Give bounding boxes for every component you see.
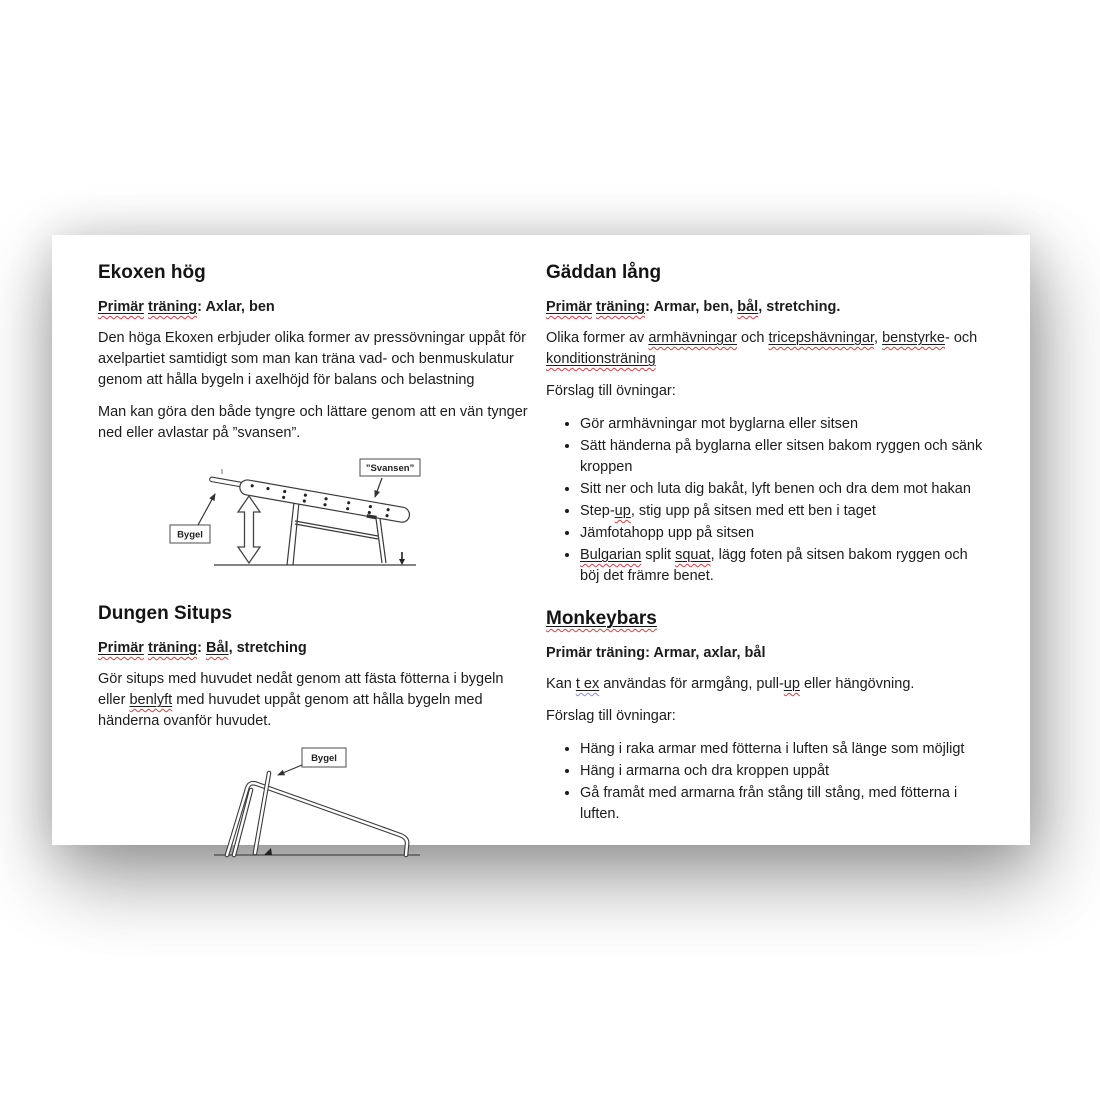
list-item: • Gör armhävningar mot byglarna eller sitsen [580,413,988,435]
exercise-list-intro: Förslag till övningar: [546,383,676,399]
exercise-list-intro: Förslag till övningar: [546,708,676,724]
paragraph: Den höga Ekoxen erbjuder olika former av pressövningar uppåt för axelpartiet samtidigt som man kan träna vad- och benmuskulatur genom att hålla bygeln i axelhöjd för balans och belastning [98,330,526,388]
primary-training-ekoxen: Primär träning: Axlar, ben [98,299,275,315]
bygel-label: Bygel [177,529,203,541]
exercise-list-gaddan [546,413,988,587]
list-item: • Step-up, stig upp på sitsen med ett ben i taget [580,500,988,522]
situp-frame [227,783,407,855]
paragraph: Man kan göra den både tyngre och lättare genom att en vän tynger ned eller avlastar på ”svansen”. [98,404,528,441]
list-item: • Häng i raka armar med fötterna i luften så länge som möjligt [580,738,988,760]
bench-beam [208,473,411,524]
bygel-label-box [170,494,215,543]
ground-anchor [399,552,405,565]
list-item: • Sitt ner och luta dig bakåt, lyft benen och dra dem mot hakan [580,478,988,500]
document-page [52,235,1030,845]
list-item: • Gå framåt med armarna från stång till stång, med fötterna i luften. [580,782,988,825]
list-item: • Bulgarian split squat, lägg foten på sitsen bakom ryggen och böj det främre benet. [580,544,988,587]
list-item: • Sätt händerna på byglarna eller sitsen bakom ryggen och sänk kroppen [580,435,988,478]
list-item: • Häng i armarna och dra kroppen uppåt [580,760,988,782]
primary-training-dungen: Primär träning: Bål, stretching [98,640,307,656]
ekoxen-diagram [154,455,532,582]
bygel-label: Bygel [311,753,337,764]
section-title-dungen: Dungen Situps [98,603,233,624]
svansen-label: ”Svansen” [365,463,415,474]
section-gaddan [546,262,988,587]
section-title-monkeybars: Monkeybars [546,608,657,629]
dungen-diagram [202,743,532,866]
primary-training-gaddan: Primär träning: Armar, ben, bål, stretching. [546,299,841,315]
paragraph: Olika former av armhävningar och tricepshävningar, benstyrke- och konditionsträning [546,330,978,367]
ground-mark [264,848,272,855]
bygel-label-box [278,748,346,775]
paragraph: Gör situps med huvudet nedåt genom att fästa fötterna i bygeln eller benlyft med huvudet uppåt genom att hålla bygeln med händerna ovanför huvudet. [98,671,504,729]
page-content [52,235,1030,876]
diagonal-brace [295,521,378,539]
exercise-list-monkeybars [546,738,988,825]
updown-arrow [238,496,260,563]
dungen-diagram-svg [202,743,432,861]
left-column [98,262,532,876]
primary-training-monkeybars: Primär träning: Armar, axlar, bål [546,645,766,661]
section-ekoxen [98,262,532,866]
list-item: • Jämfotahopp upp på sitsen [580,522,988,544]
section-title-ekoxen: Ekoxen hög [98,262,206,283]
section-title-gaddan: Gäddan lång [546,262,662,283]
section-monkeybars [546,608,988,825]
paragraph: Kan t ex användas för armgång, pull-up eller hängövning. [546,676,915,692]
right-column [546,262,988,876]
svansen-label-box [360,459,420,497]
ekoxen-diagram-svg [154,455,444,577]
